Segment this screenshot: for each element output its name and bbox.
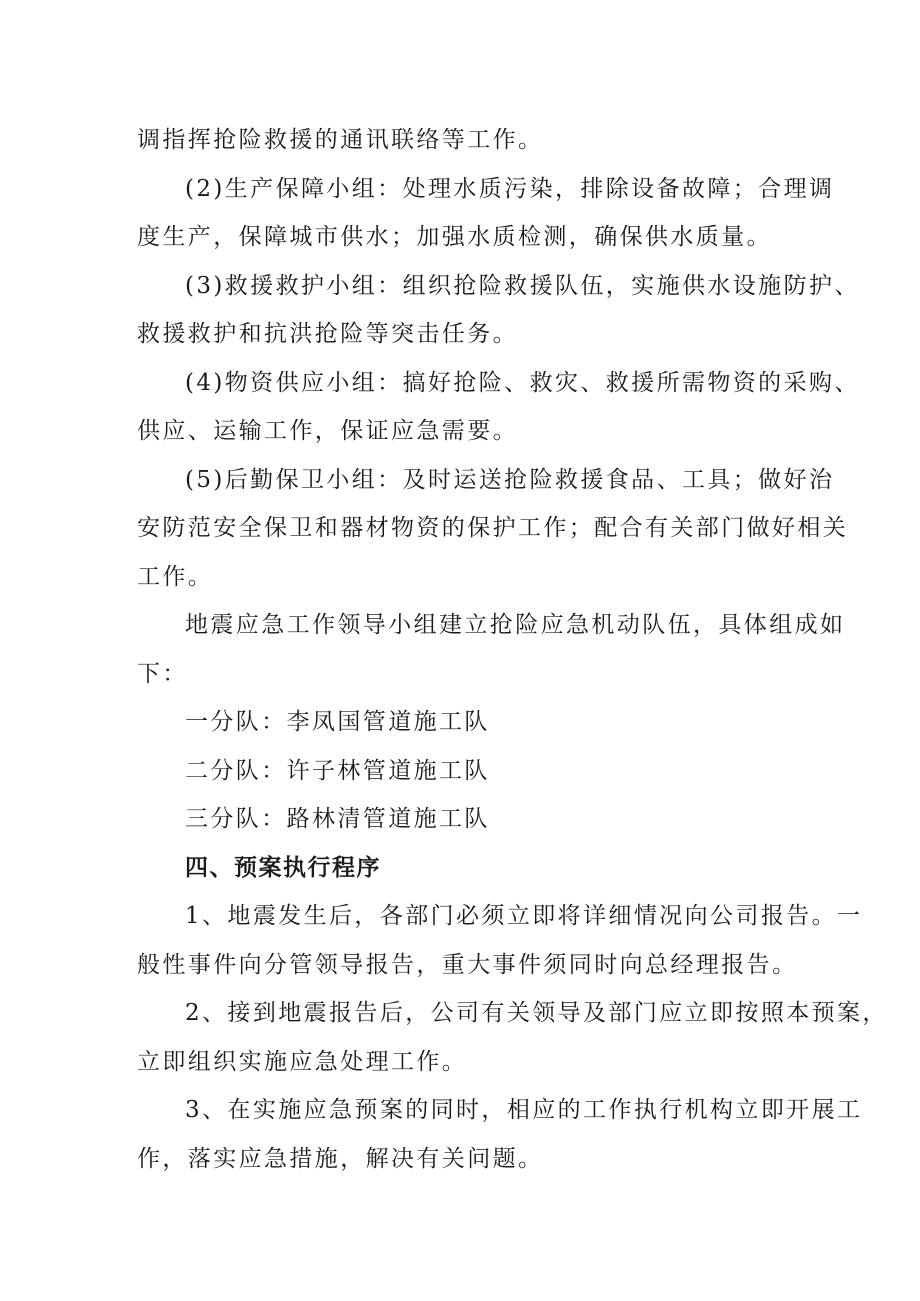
team-list-item: 二分队：许子林管道施工队 — [185, 757, 490, 784]
paragraph-line: (2)生产保障小组：处理水质污染，排除设备故障；合理调 — [185, 175, 835, 202]
document-body — [137, 116, 888, 1183]
paragraph-line: (4)物资供应小组：搞好抢险、救灾、救援所需物资的采购、 — [185, 369, 860, 396]
team-list-item: 三分队：路林清管道施工队 — [185, 806, 490, 832]
paragraph-line: 度生产，保障城市供水；加强水质检测，确保供水质量。 — [137, 224, 772, 250]
paragraph-line: 地震应急工作领导小组建立抢险应急机动队伍，具体组成如 — [185, 612, 846, 638]
paragraph-line: 立即组织实施应急处理工作。 — [137, 1048, 468, 1075]
section-heading: 四、预案执行程序 — [185, 854, 381, 881]
paragraph-line: 下： — [137, 660, 188, 687]
paragraph-line: 安防范安全保卫和器材物资的保护工作；配合有关部门做好相关 — [137, 515, 849, 541]
paragraph-line: (3)救援救护小组：组织抢险救援队伍，实施供水设施防护、 — [185, 272, 860, 299]
paragraph-line: 作，落实应急措施，解决有关问题。 — [137, 1145, 544, 1172]
team-list-item: 一分队：李凤国管道施工队 — [185, 709, 490, 735]
paragraph-line: 2、接到地震报告后，公司有关领导及部门应立即按照本预案， — [185, 1000, 888, 1026]
paragraph-line: 救援救护和抗洪抢险等突击任务。 — [137, 321, 518, 347]
paragraph-line: 1、地震发生后，各部门必须立即将详细情况向公司报告。一 — [185, 903, 863, 929]
paragraph-line: (5)后勤保卫小组：及时运送抢险救援食品、工具；做好治 — [185, 466, 835, 493]
paragraph-line: 调指挥抢险救援的通讯联络等工作。 — [137, 127, 544, 153]
paragraph-line: 供应、运输工作，保证应急需要。 — [137, 418, 518, 444]
paragraph-line: 工作。 — [137, 563, 214, 590]
paragraph-line: 3、在实施应急预案的同时，相应的工作执行机构立即开展工 — [185, 1097, 863, 1123]
paragraph-line: 般性事件向分管领导报告，重大事件须同时向总经理报告。 — [137, 951, 798, 978]
